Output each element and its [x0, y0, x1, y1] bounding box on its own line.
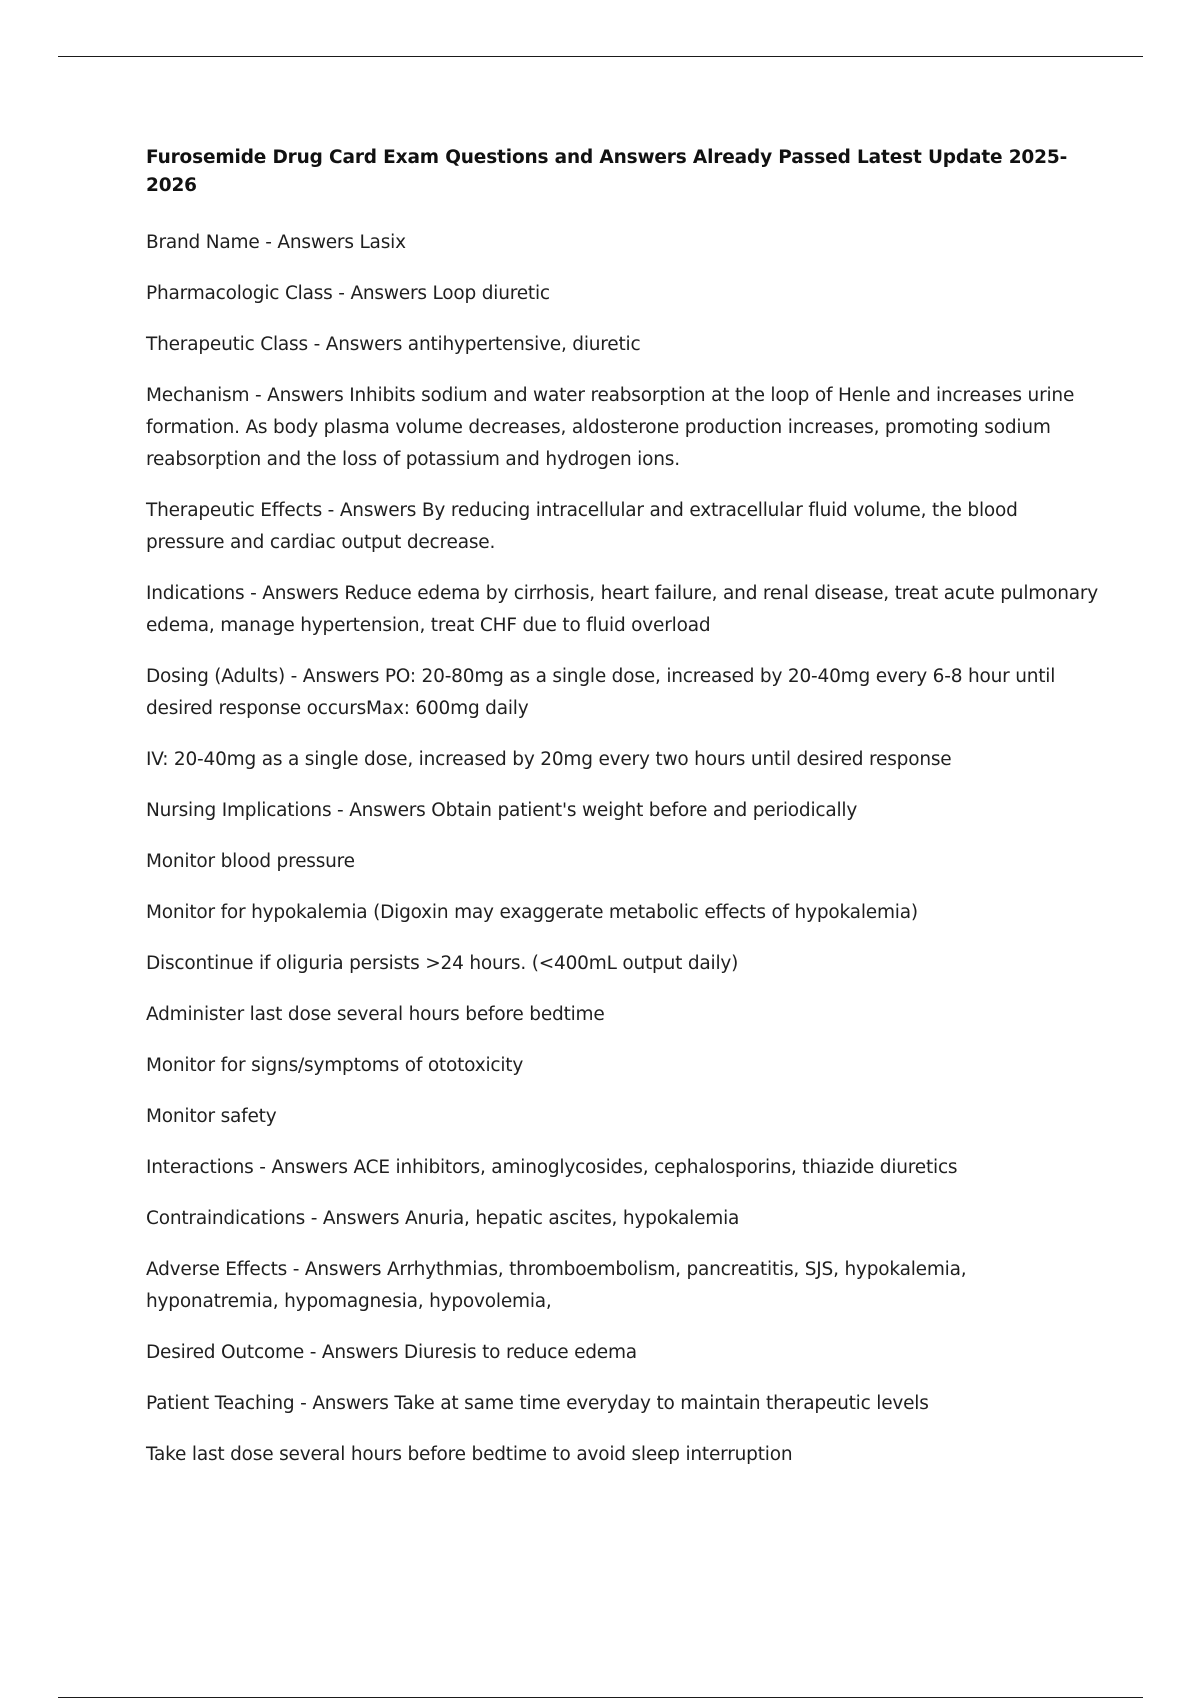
paragraph-indications: Indications - Answers Reduce edema by cirrhosis, heart failure, and renal disease, treat acute pulmonary edema, manage hypertension, treat CHF due to fluid overload — [146, 583, 1099, 636]
paragraph-discontinue-oliguria: Discontinue if oliguria persists >24 hours. (<400mL output daily) — [146, 953, 739, 974]
paragraph-therapeutic-effects: Therapeutic Effects - Answers By reducing intracellular and extracellular fluid volume, the blood pressure and cardiac output decrease. — [146, 500, 1018, 553]
document-body — [146, 144, 1101, 1490]
paragraph-administer-last-dose: Administer last dose several hours before bedtime — [146, 1004, 605, 1025]
paragraph-mechanism: Mechanism - Answers Inhibits sodium and water reabsorption at the loop of Henle and increases urine formation. As body plasma volume decreases, aldosterone production increases, promoting sodium reabsorption and the loss of potassium and hydrogen ions. — [146, 385, 1075, 470]
paragraph-patient-teaching: Patient Teaching - Answers Take at same time everyday to maintain therapeutic levels — [146, 1393, 929, 1414]
paragraph-nursing-implications: Nursing Implications - Answers Obtain patient's weight before and periodically — [146, 800, 858, 821]
paragraph-take-last-dose: Take last dose several hours before bedtime to avoid sleep interruption — [146, 1444, 793, 1465]
document-title: Furosemide Drug Card Exam Questions and Answers Already Passed Latest Update 2025-2026 — [146, 147, 1068, 196]
footer-rule — [58, 1697, 1143, 1698]
paragraph-monitor-bp: Monitor blood pressure — [146, 851, 355, 872]
paragraph-monitor-safety: Monitor safety — [146, 1106, 277, 1127]
paragraph-iv-dosing: IV: 20-40mg as a single dose, increased by 20mg every two hours until desired response — [146, 749, 952, 770]
paragraph-interactions: Interactions - Answers ACE inhibitors, aminoglycosides, cephalosporins, thiazide diuretics — [146, 1157, 958, 1178]
paragraph-brand-name: Brand Name - Answers Lasix — [146, 232, 406, 253]
paragraph-desired-outcome: Desired Outcome - Answers Diuresis to reduce edema — [146, 1342, 637, 1363]
paragraph-monitor-ototoxicity: Monitor for signs/symptoms of ototoxicity — [146, 1055, 524, 1076]
paragraph-dosing-adults: Dosing (Adults) - Answers PO: 20-80mg as a single dose, increased by 20-40mg every 6-8 hour until desired response occursMax: 600mg daily — [146, 666, 1056, 719]
paragraph-adverse-effects: Adverse Effects - Answers Arrhythmias, thromboembolism, pancreatitis, SJS, hypokalemia, hyponatremia, hypomagnesia, hypovolemia, — [146, 1259, 967, 1312]
paragraph-monitor-hypokalemia: Monitor for hypokalemia (Digoxin may exaggerate metabolic effects of hypokalemia) — [146, 902, 918, 923]
header-rule — [58, 56, 1143, 57]
paragraph-contraindications: Contraindications - Answers Anuria, hepatic ascites, hypokalemia — [146, 1208, 740, 1229]
paragraph-pharmacologic-class: Pharmacologic Class - Answers Loop diuretic — [146, 283, 550, 304]
paragraph-therapeutic-class: Therapeutic Class - Answers antihypertensive, diuretic — [146, 334, 641, 355]
